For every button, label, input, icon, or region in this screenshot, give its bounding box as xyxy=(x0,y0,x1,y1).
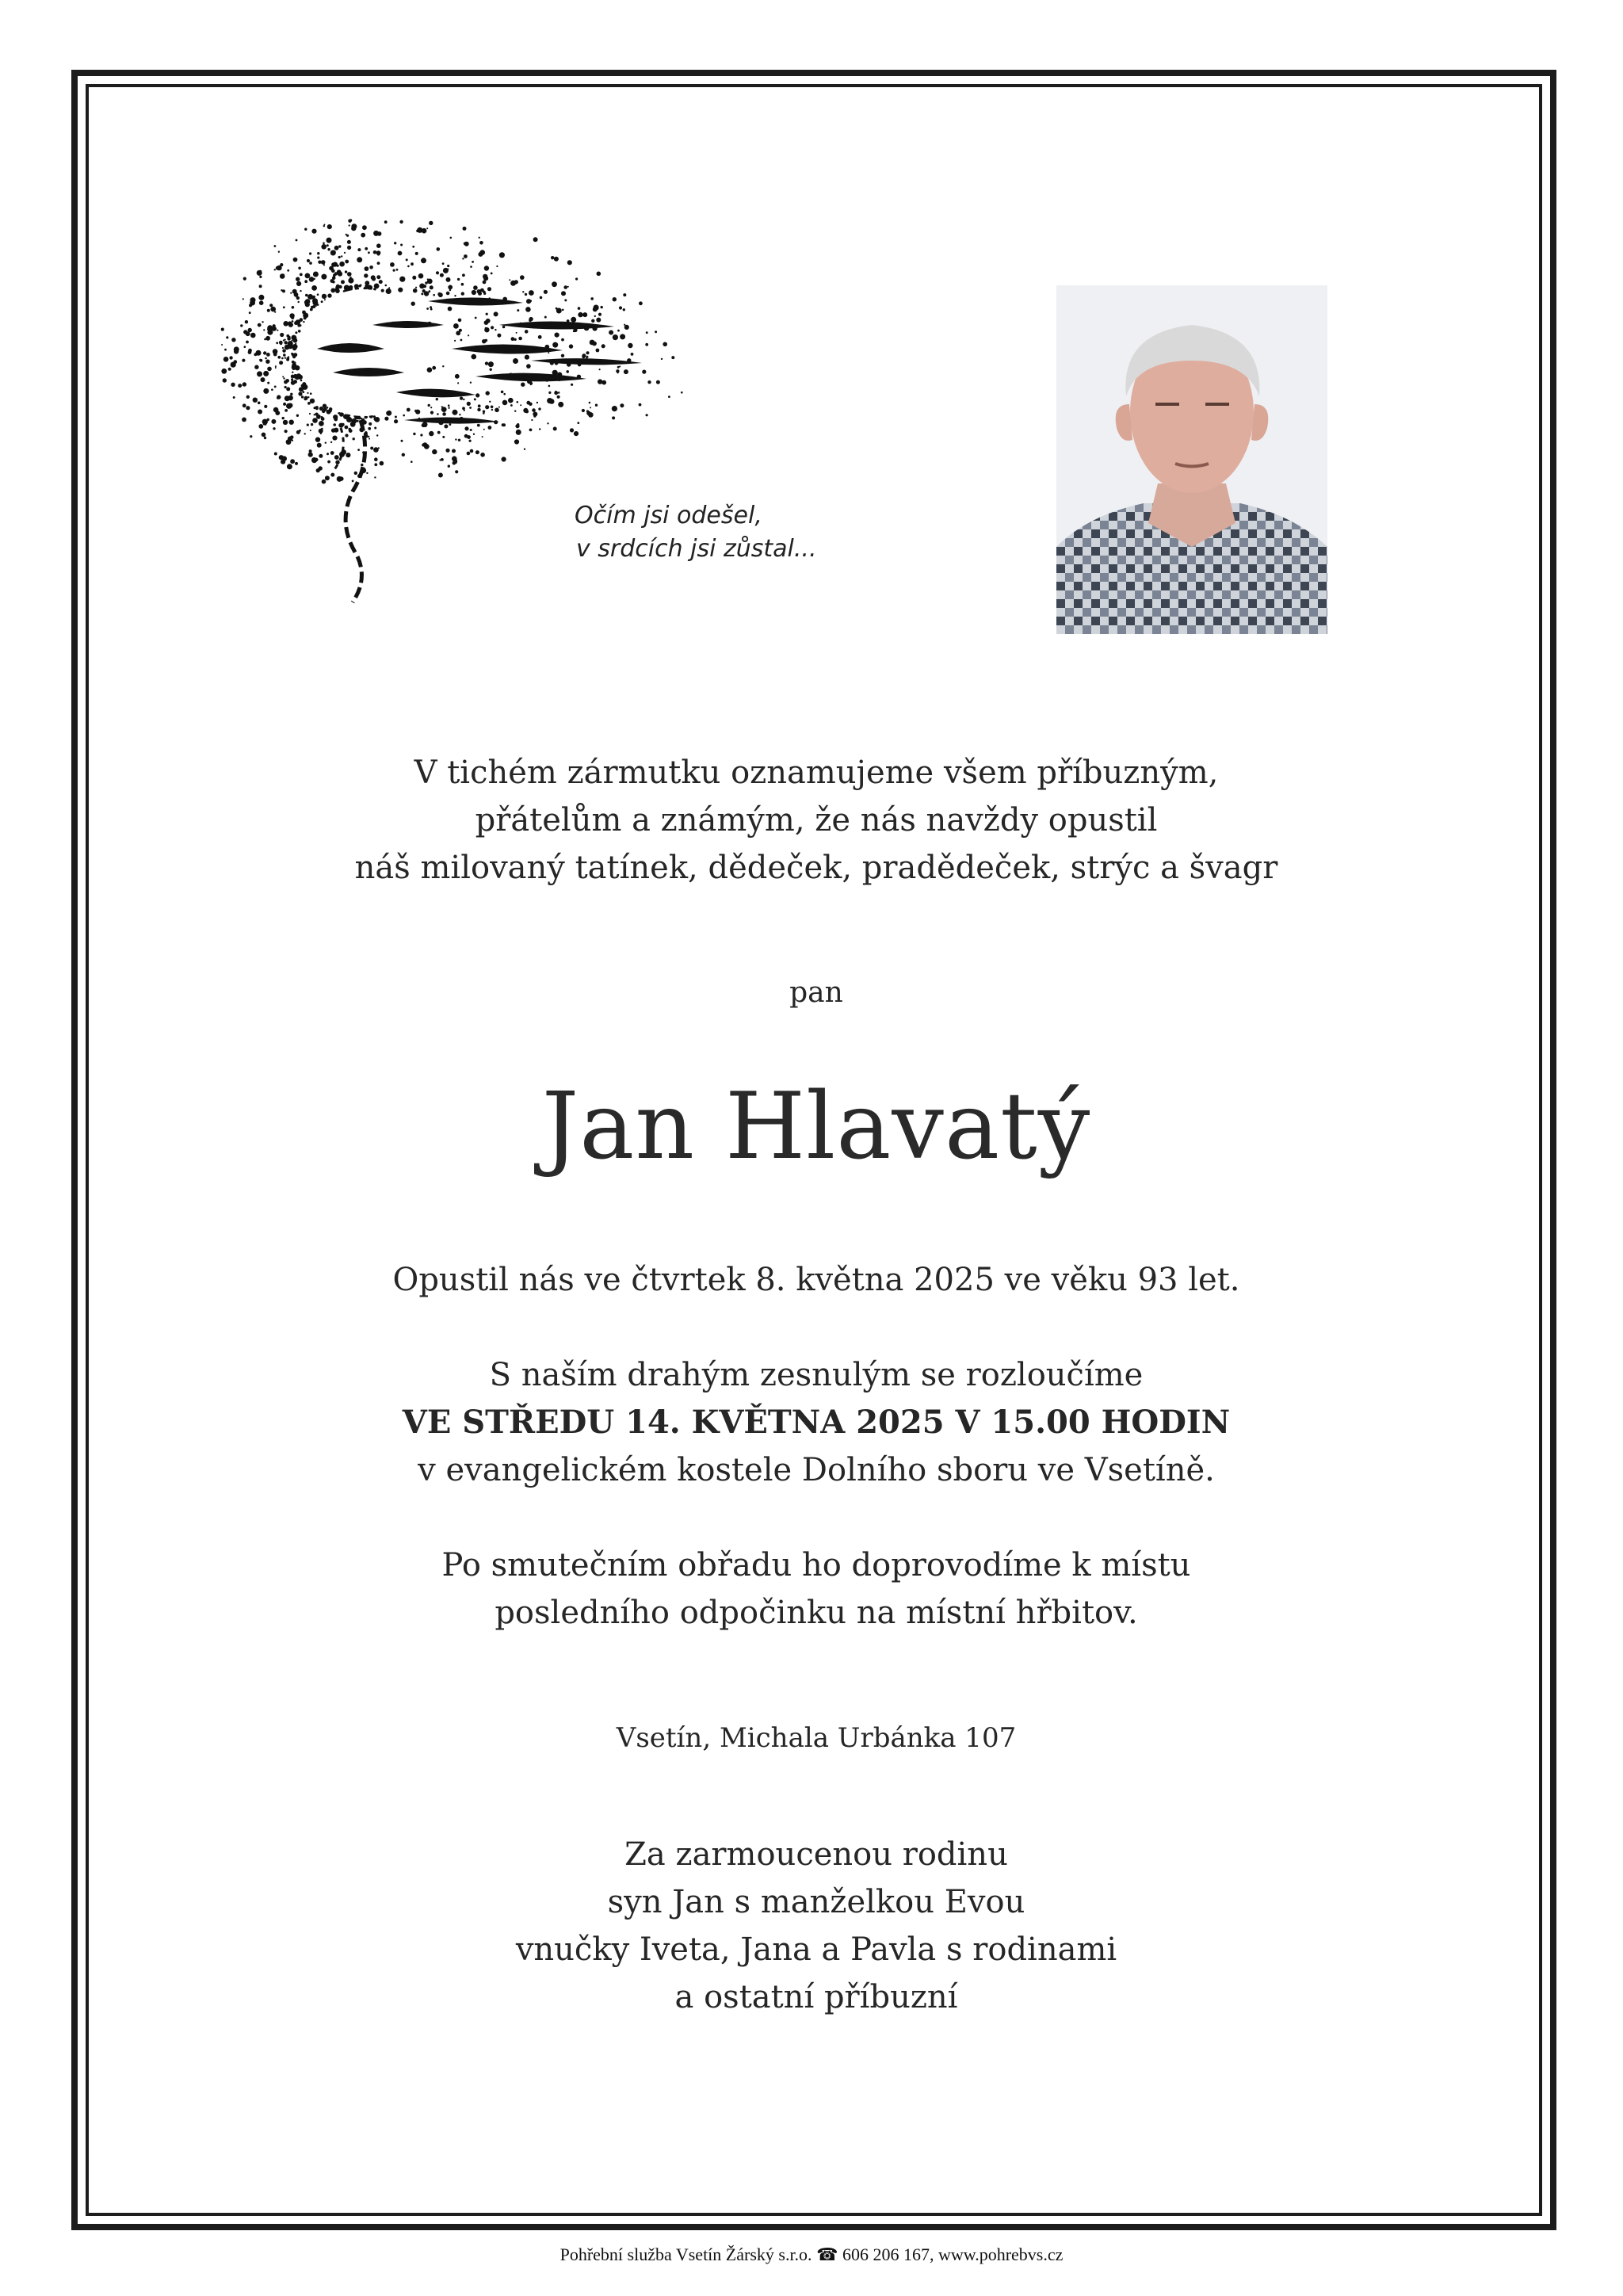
family-line-2: syn Jan s manželkou Evou xyxy=(607,1884,1025,1920)
funeral-date-time: VE STŘEDU 14. KVĚTNA 2025 V 15.00 HODIN xyxy=(402,1404,1231,1441)
footer-company: Pohřební služba Vsetín Žárský s.r.o. xyxy=(559,2244,812,2264)
funeral-line-1: S naším drahým zesnulým se rozloučíme xyxy=(489,1357,1144,1393)
address: Vsetín, Michala Urbánka 107 xyxy=(616,1722,1017,1754)
announcement-line-2: přátelům a známým, že nás navždy opustil xyxy=(475,802,1158,839)
motto-line-2: v srdcích jsi zůstal... xyxy=(576,535,817,563)
burial-line-1: Po smutečním obřadu ho doprovodíme k místu xyxy=(441,1547,1191,1584)
death-info-block xyxy=(158,1256,1474,1304)
family-line-3: vnučky Iveta, Jana a Pavla s rodinami xyxy=(515,1931,1117,1968)
honorific: pan xyxy=(789,976,843,1009)
footer xyxy=(0,2244,1623,2265)
funeral-line-3: v evangelickém kostele Dolního sboru ve Vsetíně. xyxy=(418,1452,1215,1488)
burial-line-2: posledního odpočinku na místní hřbitov. xyxy=(495,1595,1138,1631)
motto-line-1: Očím jsi odešel, xyxy=(575,502,762,529)
death-info: Opustil nás ve čtvrtek 8. května 2025 ve věku 93 let. xyxy=(392,1262,1240,1298)
footer-phone: 606 206 167, xyxy=(842,2244,934,2264)
portrait-photo xyxy=(1056,285,1327,634)
honorific-block xyxy=(158,973,1474,1013)
family-line-1: Za zarmoucenou rodinu xyxy=(624,1836,1008,1873)
portrait-icon xyxy=(1056,285,1327,634)
announcement xyxy=(158,749,1474,892)
funeral-info xyxy=(158,1351,1474,1494)
announcement-line-3: náš milovaný tatínek, dědeček, pradědeček, strýc a švagr xyxy=(354,850,1278,886)
family-signature xyxy=(158,1831,1474,2021)
phone-icon: ☎ xyxy=(816,2244,838,2264)
motto xyxy=(575,499,892,566)
burial-info xyxy=(158,1541,1474,1637)
deceased-name: Jan Hlavatý xyxy=(541,1073,1091,1180)
family-line-4: a ostatní příbuzní xyxy=(674,1979,958,2015)
address-block xyxy=(158,1718,1474,1758)
announcement-line-1: V tichém zármutku oznamujeme všem příbuzným, xyxy=(414,755,1219,791)
name-block xyxy=(158,1072,1474,1182)
footer-website[interactable]: www.pohrebvs.cz xyxy=(938,2244,1064,2264)
